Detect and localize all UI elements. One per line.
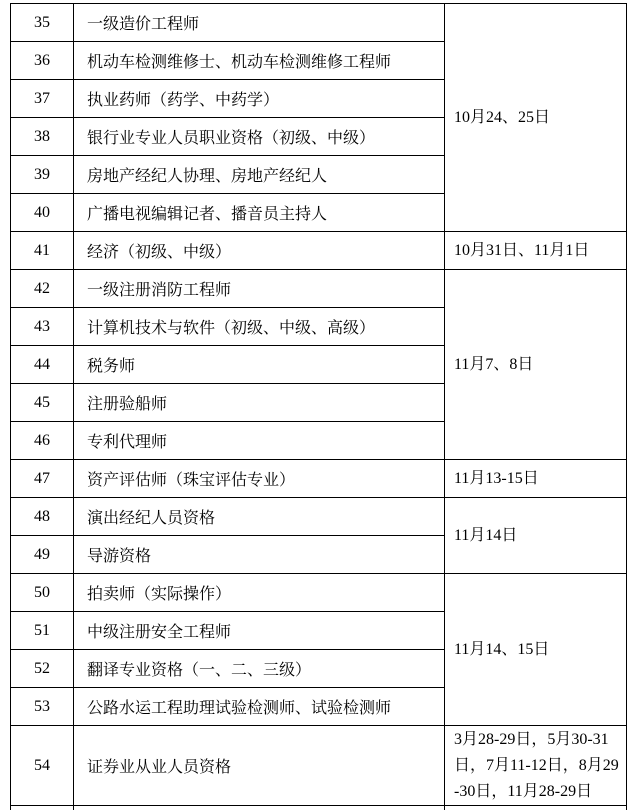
table-row [11, 4, 627, 42]
exam-date: 3月28-29日，5月30-31日，7月11-12日，8月29-30日，11月28-29日 [445, 726, 627, 806]
exam-name: 演出经纪人员资格 [74, 498, 445, 536]
exam-name: 一级造价工程师 [74, 4, 445, 42]
exam-date: 10月31日、11月1日 [445, 232, 627, 270]
row-number: 54 [11, 726, 74, 806]
row-number: 35 [11, 4, 74, 42]
row-number: 50 [11, 574, 74, 612]
exam-name: 银行业专业人员职业资格（初级、中级） [74, 118, 445, 156]
exam-name: 翻译专业资格（一、二、三级） [74, 650, 445, 688]
exam-name: 公路水运工程助理试验检测师、试验检测师 [74, 688, 445, 726]
exam-date: 10月24、25日 [445, 4, 627, 232]
exam-name: 注册验船师 [74, 384, 445, 422]
exam-name: 导游资格 [74, 536, 445, 574]
exam-name: 计算机技术与软件（初级、中级、高级） [74, 308, 445, 346]
exam-name: 房地产经纪人协理、房地产经纪人 [74, 156, 445, 194]
row-number: 36 [11, 42, 74, 80]
row-number: 47 [11, 460, 74, 498]
exam-name: 一级注册消防工程师 [74, 270, 445, 308]
exam-name: 证券业从业人员资格 [74, 726, 445, 806]
row-number: 53 [11, 688, 74, 726]
table-row [11, 460, 627, 498]
row-number: 44 [11, 346, 74, 384]
row-number: 42 [11, 270, 74, 308]
row-number: 46 [11, 422, 74, 460]
row-number [11, 806, 74, 810]
table-row-partial [11, 806, 627, 810]
exam-name: 执业药师（药学、中药学） [74, 80, 445, 118]
table-row [11, 270, 627, 308]
exam-name: 经济（初级、中级） [74, 232, 445, 270]
exam-name: 专利代理师 [74, 422, 445, 460]
exam-name: 税务师 [74, 346, 445, 384]
table-body [11, 4, 627, 810]
exam-date: 11月13-15日 [445, 460, 627, 498]
table-row [11, 574, 627, 612]
exam-date: 11月7、8日 [445, 270, 627, 460]
row-number: 43 [11, 308, 74, 346]
row-number: 51 [11, 612, 74, 650]
row-number: 40 [11, 194, 74, 232]
exam-date: 11月14日 [445, 498, 627, 574]
row-number: 39 [11, 156, 74, 194]
exam-schedule-table [10, 3, 627, 810]
exam-name: 广播电视编辑记者、播音员主持人 [74, 194, 445, 232]
row-number: 52 [11, 650, 74, 688]
row-number: 37 [11, 80, 74, 118]
exam-name: 拍卖师（实际操作） [74, 574, 445, 612]
row-number: 38 [11, 118, 74, 156]
exam-name: 机动车检测维修士、机动车检测维修工程师 [74, 42, 445, 80]
exam-name [74, 806, 445, 810]
row-number: 41 [11, 232, 74, 270]
exam-name: 中级注册安全工程师 [74, 612, 445, 650]
row-number: 45 [11, 384, 74, 422]
exam-date: 11月14、15日 [445, 574, 627, 726]
table-row [11, 498, 627, 536]
table-row [11, 232, 627, 270]
table-row [11, 726, 627, 806]
row-number: 49 [11, 536, 74, 574]
row-number: 48 [11, 498, 74, 536]
exam-name: 资产评估师（珠宝评估专业） [74, 460, 445, 498]
exam-date [445, 806, 627, 810]
